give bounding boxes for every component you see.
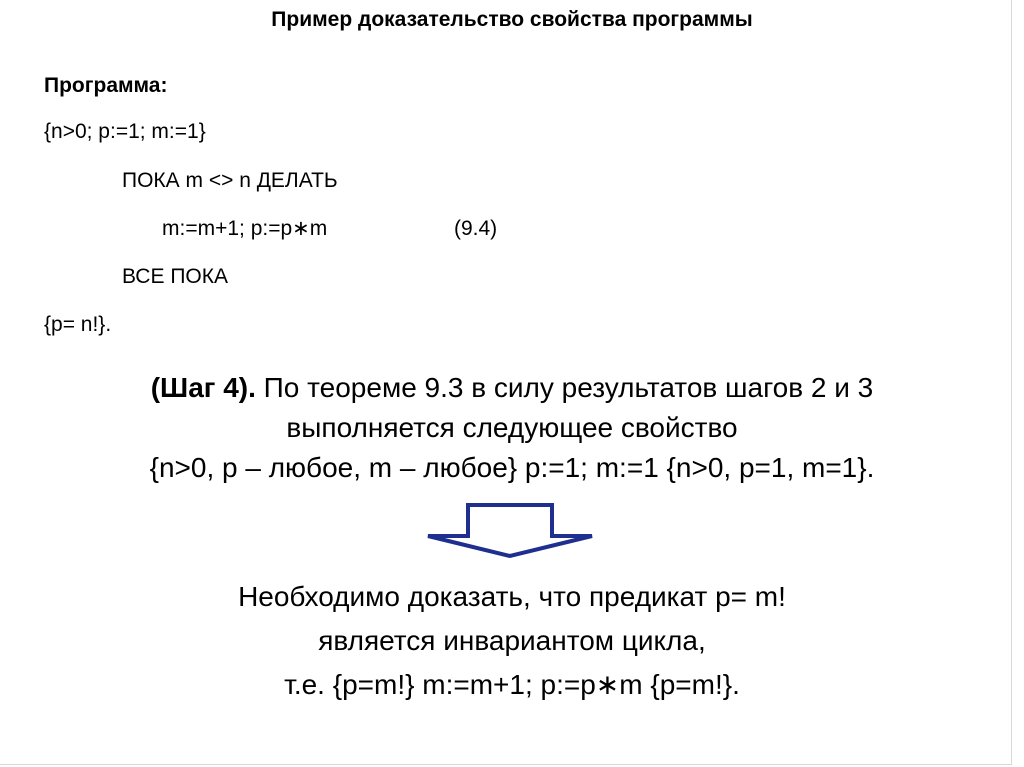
program-precondition: {n>0; p:=1; m:=1} <box>44 120 206 143</box>
step4-line-1 <box>0 368 1024 408</box>
program-loop-body: m:=m+1; p:=p∗m <box>162 217 328 240</box>
goal-line-1: Необходимо доказать, что предикат p= m! <box>238 581 786 612</box>
step4-paragraph <box>0 368 1024 488</box>
program-heading: Программа: <box>44 74 168 97</box>
goal-line-3: т.е. {p=m!} m:=m+1; p:=p∗m {p=m!}. <box>284 669 740 700</box>
step4-line-2: выполняется следующее свойство <box>286 412 738 443</box>
program-loop-end: ВСЕ ПОКА <box>122 265 228 288</box>
program-loop-start: ПОКА m <> n ДЕЛАТЬ <box>122 169 338 192</box>
goal-paragraph <box>0 575 1024 707</box>
slide-title: Пример доказательство свойства программы <box>271 8 753 31</box>
program-postcondition: {p= n!}. <box>44 313 112 336</box>
down-arrow-icon <box>424 500 596 560</box>
down-arrow-shape <box>428 505 592 556</box>
step4-line-3: {n>0, p – любое, m – любое} p:=1; m:=1 {n>0, p=1, m=1}. <box>149 452 875 483</box>
step4-text-1: По теореме 9.3 в силу результатов шагов 2 и 3 <box>255 372 874 403</box>
goal-line-2: является инвариантом цикла, <box>318 625 706 656</box>
equation-number: (9.4) <box>454 217 498 240</box>
step4-label: (Шаг 4). <box>150 372 256 403</box>
